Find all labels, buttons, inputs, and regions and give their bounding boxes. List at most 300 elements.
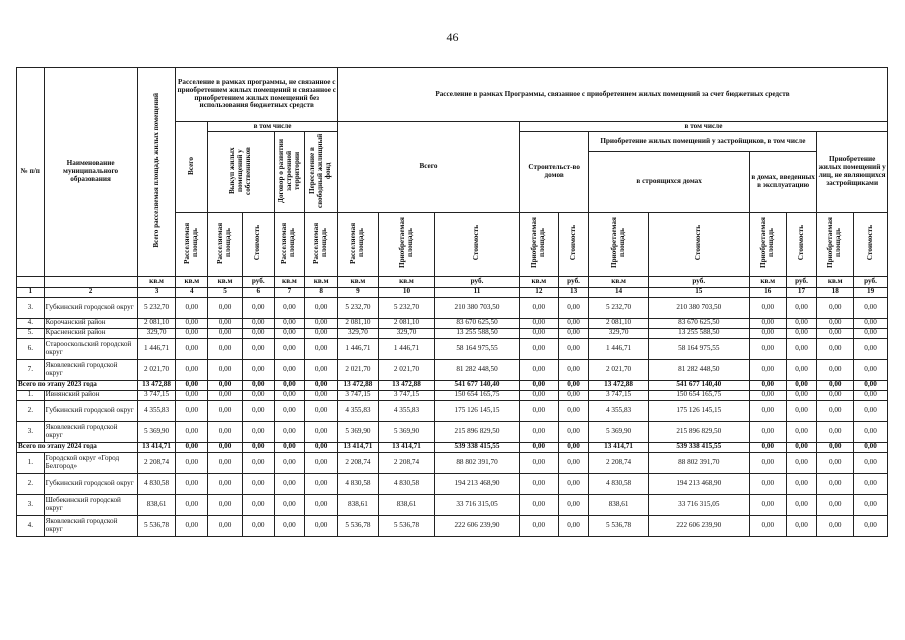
table-cell: 0,00 [176,328,208,338]
table-cell: 194 213 468,90 [435,473,520,494]
table-cell: 0,00 [274,359,305,380]
unit-cell: кв.м [137,276,176,287]
header-b-v-tom-chisle: в том числе [519,122,887,132]
table-cell: 5 232,70 [337,297,378,318]
header-b-commissioned: в домах, введенных в эксплуатацию [749,152,816,213]
table-cell: 0,00 [208,318,243,328]
table-cell: 0,00 [274,473,305,494]
municipality-name: Городской округ «Город Белгород» [44,452,137,473]
sub-header: Стоимость [786,213,817,277]
table-cell: 0,00 [305,515,338,536]
table-cell: 5 232,70 [378,297,434,318]
table-cell: 0,00 [176,297,208,318]
table-cell: 2 021,70 [589,359,648,380]
table-cell: 541 677 140,40 [648,380,749,390]
table-cell: 0,00 [305,442,338,452]
table-cell: 0,00 [854,328,888,338]
table-cell: 0,00 [519,328,558,338]
table-cell: 1. [17,452,45,473]
unit-cell: кв.м [305,276,338,287]
table-cell: 215 896 829,50 [648,421,749,442]
table-cell: 4 830,58 [378,473,434,494]
total-label: Всего по этапу 2024 года [17,442,138,452]
column-number: 17 [786,287,817,297]
municipality-name: Яковлевский городской округ [44,421,137,442]
table-cell: 0,00 [854,380,888,390]
table-cell: 2 021,70 [378,359,434,380]
municipality-name: Шебекинский городской округ [44,494,137,515]
table-cell: 2. [17,473,45,494]
table-cell: 0,00 [176,494,208,515]
table-cell: 175 126 145,15 [435,400,520,421]
table-cell: 0,00 [749,328,786,338]
table-cell: 0,00 [176,359,208,380]
header-b-not-developers: Приобретение жилых помещений у лиц, не являющихся застройщиками [817,132,888,213]
table-cell: 0,00 [519,400,558,421]
table-cell: 0,00 [519,338,558,359]
sub-header: Стоимость [558,213,589,277]
table-cell: 0,00 [176,400,208,421]
table-cell: 0,00 [749,390,786,400]
table-cell: 0,00 [208,515,243,536]
table-cell: 4 830,58 [589,473,648,494]
table-cell: 0,00 [305,359,338,380]
table-cell: 0,00 [274,494,305,515]
unit-cell: руб. [435,276,520,287]
table-cell: 329,70 [378,328,434,338]
table-cell: 0,00 [208,380,243,390]
table-cell: 81 282 448,50 [435,359,520,380]
table-cell: 215 896 829,50 [435,421,520,442]
table-cell: 0,00 [274,452,305,473]
table-row [17,318,888,328]
municipality-name: Корочанский район [44,318,137,328]
column-number: 9 [337,287,378,297]
table-cell: 0,00 [558,515,589,536]
column-number: 11 [435,287,520,297]
table-cell: 0,00 [274,400,305,421]
unit-cell: кв.м [749,276,786,287]
table-cell: 0,00 [208,359,243,380]
sub-header: Приобретаемая площадь [817,213,854,277]
sub-header: Приобретаемая площадь [519,213,558,277]
table-cell: 0,00 [749,380,786,390]
table-cell: 0,00 [519,452,558,473]
column-number: 14 [589,287,648,297]
table-cell: 0,00 [786,328,817,338]
table-cell: 0,00 [854,442,888,452]
table-cell: 0,00 [519,318,558,328]
column-number-row [17,287,888,297]
table-cell: 0,00 [305,380,338,390]
table-cell: 210 380 703,50 [435,297,520,318]
table-cell: 2 208,74 [337,452,378,473]
table-cell: 2 021,70 [137,359,176,380]
total-row [17,380,888,390]
table-cell: 0,00 [208,421,243,442]
unit-cell: кв.м [176,276,208,287]
table-cell: 0,00 [176,380,208,390]
sub-header: Стоимость [435,213,520,277]
table-cell: 0,00 [176,390,208,400]
table-cell: 2 208,74 [589,452,648,473]
table-cell: 5 232,70 [137,297,176,318]
table-cell: 5 536,78 [378,515,434,536]
table-cell: 0,00 [558,318,589,328]
table-cell: 13 472,88 [589,380,648,390]
sub-header: Стоимость [854,213,888,277]
table-cell: 210 380 703,50 [648,297,749,318]
sub-header: Приобретаемая площадь [749,213,786,277]
table-row [17,515,888,536]
sub-header: Расселяемая площадь [337,213,378,277]
total-label: Всего по этапу 2023 года [17,380,138,390]
table-cell: 0,00 [558,328,589,338]
table-cell: 4 830,58 [337,473,378,494]
table-cell: 0,00 [305,494,338,515]
unit-cell: руб. [854,276,888,287]
column-number: 12 [519,287,558,297]
table-cell: 5 536,78 [589,515,648,536]
table-cell: 150 654 165,75 [435,390,520,400]
table-cell: 0,00 [208,473,243,494]
table-cell: 4 830,58 [137,473,176,494]
table-cell: 1 446,71 [378,338,434,359]
sub-header: Расселяемая площадь [305,213,338,277]
table-cell: 194 213 468,90 [648,473,749,494]
municipality-name: Губкинский городской округ [44,297,137,318]
table-cell: 0,00 [242,297,274,318]
header-a-dogovor: Договор о развитии застроенной территории [274,132,305,213]
table-cell: 0,00 [274,515,305,536]
table-cell: 0,00 [274,338,305,359]
table-cell: 3. [17,297,45,318]
table-cell: 0,00 [519,297,558,318]
table-cell: 0,00 [786,390,817,400]
unit-cell: кв.м [378,276,434,287]
column-number: 1 [17,287,45,297]
total-row [17,442,888,452]
table-cell: 0,00 [786,515,817,536]
table-cell: 0,00 [208,442,243,452]
sub-header: Стоимость [242,213,274,277]
unit-cell: кв.м [274,276,305,287]
table-cell: 0,00 [558,390,589,400]
table-cell: 0,00 [305,400,338,421]
column-number: 8 [305,287,338,297]
table-cell: 0,00 [242,452,274,473]
column-number: 6 [242,287,274,297]
table-cell: 13 472,88 [137,380,176,390]
column-number: 7 [274,287,305,297]
table-cell: 0,00 [854,452,888,473]
table-cell: 2 081,10 [378,318,434,328]
table-cell: 0,00 [786,442,817,452]
column-number: 2 [44,287,137,297]
column-number: 18 [817,287,854,297]
table-cell: 0,00 [305,390,338,400]
unit-cell: кв.м [817,276,854,287]
table-cell: 0,00 [817,390,854,400]
table-cell: 0,00 [817,515,854,536]
table-cell: 0,00 [305,473,338,494]
table-cell: 5 232,70 [589,297,648,318]
table-cell: 541 677 140,40 [435,380,520,390]
table-cell: 539 338 415,55 [435,442,520,452]
table-cell: 3 747,15 [378,390,434,400]
table-cell: 0,00 [817,400,854,421]
table-cell: 0,00 [208,328,243,338]
table-cell: 0,00 [176,318,208,328]
table-row [17,494,888,515]
table-cell: 329,70 [337,328,378,338]
table-cell: 175 126 145,15 [648,400,749,421]
column-number: 13 [558,287,589,297]
table-cell: 0,00 [817,421,854,442]
table-cell: 83 670 625,50 [648,318,749,328]
table-cell: 1. [17,390,45,400]
table-cell: 7. [17,359,45,380]
table-cell: 4 355,83 [137,400,176,421]
table-cell: 0,00 [519,515,558,536]
table-cell: 0,00 [749,400,786,421]
table-cell: 0,00 [817,359,854,380]
table-cell: 0,00 [519,494,558,515]
table-cell: 0,00 [242,442,274,452]
table-cell: 0,00 [274,297,305,318]
table-cell: 5 536,78 [137,515,176,536]
table-cell: 0,00 [242,494,274,515]
table-cell: 1 446,71 [337,338,378,359]
table-cell: 0,00 [854,400,888,421]
column-number: 3 [137,287,176,297]
table-cell: 2 081,10 [337,318,378,328]
column-number: 10 [378,287,434,297]
table-cell: 0,00 [749,494,786,515]
table-cell: 0,00 [558,297,589,318]
table-cell: 0,00 [854,318,888,328]
table-cell: 4 355,83 [378,400,434,421]
table-cell: 81 282 448,50 [648,359,749,380]
table-cell: 0,00 [854,297,888,318]
column-number: 19 [854,287,888,297]
table-cell: 1 446,71 [137,338,176,359]
table-cell: 150 654 165,75 [648,390,749,400]
table-cell: 838,61 [378,494,434,515]
header-group-b: Расселение в рамках Программы, связанное с приобретением жилых помещений за счет бюджетных средств [337,68,887,122]
table-cell: 0,00 [208,390,243,400]
sub-header: Приобретаемая площадь [589,213,648,277]
table-cell: 222 606 239,90 [435,515,520,536]
table-cell: 0,00 [749,421,786,442]
unit-cell: руб. [242,276,274,287]
table-cell: 3 747,15 [589,390,648,400]
table-row [17,390,888,400]
table-cell: 0,00 [854,473,888,494]
table-cell: 0,00 [817,452,854,473]
table-cell: 0,00 [749,359,786,380]
table-cell: 0,00 [786,380,817,390]
header-group-a: Расселение в рамках программы, не связанное с приобретением жилых помещений и связанное с приобретением жилых помещений без использования бюджетных средств [176,68,338,122]
table-cell: 0,00 [305,297,338,318]
table-cell: 0,00 [786,473,817,494]
page-number: 46 [446,30,459,44]
units-row [17,276,888,287]
table-cell: 33 716 315,05 [648,494,749,515]
table-cell: 0,00 [176,338,208,359]
table-cell: 0,00 [749,297,786,318]
table-cell: 0,00 [519,421,558,442]
table-cell: 3. [17,494,45,515]
table-cell: 6. [17,338,45,359]
table-cell: 13 472,88 [337,380,378,390]
table-cell: 0,00 [274,421,305,442]
sub-header: Расселяемая площадь [208,213,243,277]
table-cell: 2 021,70 [337,359,378,380]
table-cell: 5. [17,328,45,338]
table-cell: 0,00 [208,297,243,318]
table-cell: 0,00 [786,338,817,359]
table-cell: 0,00 [176,515,208,536]
table-cell: 0,00 [558,421,589,442]
table-cell: 0,00 [242,359,274,380]
table-cell: 5 369,90 [378,421,434,442]
table-cell: 0,00 [176,421,208,442]
table-cell: 0,00 [817,442,854,452]
table-cell: 0,00 [305,338,338,359]
table-cell: 0,00 [242,421,274,442]
header-num: № п/п [17,68,45,277]
table-cell: 0,00 [854,494,888,515]
table-cell: 0,00 [786,494,817,515]
table-cell: 0,00 [558,380,589,390]
resettlement-table [16,67,888,537]
table-cell: 0,00 [274,380,305,390]
table-cell: 88 802 391,70 [648,452,749,473]
table-cell: 0,00 [786,452,817,473]
table-cell: 0,00 [558,442,589,452]
header-a-vsego: Всего [176,122,208,213]
table-cell: 0,00 [817,338,854,359]
municipality-name: Яковлевский городской округ [44,359,137,380]
table-cell: 329,70 [589,328,648,338]
table-cell: 0,00 [749,318,786,328]
table-cell: 13 414,71 [137,442,176,452]
table-cell: 329,70 [137,328,176,338]
table-cell: 0,00 [817,328,854,338]
table-cell: 0,00 [519,390,558,400]
unit-cell: кв.м [519,276,558,287]
table-row [17,297,888,318]
column-number: 4 [176,287,208,297]
table-cell: 0,00 [274,318,305,328]
table-cell: 13 414,71 [337,442,378,452]
table-cell: 0,00 [519,442,558,452]
header-a-buyout: Выкуп жилых помещений у собственников [208,132,274,213]
unit-cell: кв.м [208,276,243,287]
table-cell: 0,00 [242,515,274,536]
table-cell: 0,00 [176,473,208,494]
table-cell: 4 355,83 [589,400,648,421]
table-cell: 0,00 [786,297,817,318]
table-cell: 0,00 [176,452,208,473]
table-row [17,359,888,380]
table-cell: 838,61 [589,494,648,515]
table-cell: 1 446,71 [589,338,648,359]
table-cell: 0,00 [854,390,888,400]
table-cell: 0,00 [208,494,243,515]
header-b-construction: Строительст-во домов [519,132,589,213]
table-cell: 0,00 [558,400,589,421]
table-cell: 0,00 [242,380,274,390]
sub-header: Приобретаемая площадь [378,213,434,277]
unit-cell: руб. [558,276,589,287]
table-cell: 33 716 315,05 [435,494,520,515]
table-cell: 0,00 [242,338,274,359]
table-row [17,421,888,442]
header-name: Наименование муниципального образования [44,68,137,277]
table-cell: 0,00 [242,318,274,328]
table-cell: 3. [17,421,45,442]
table-cell: 0,00 [274,390,305,400]
table-cell: 838,61 [337,494,378,515]
table-cell: 4 355,83 [337,400,378,421]
table-cell: 5 536,78 [337,515,378,536]
table-cell: 3 747,15 [137,390,176,400]
table-cell: 0,00 [749,452,786,473]
table-cell: 539 338 415,55 [648,442,749,452]
table-cell: 4. [17,515,45,536]
table-cell: 0,00 [786,318,817,328]
unit-cell: кв.м [337,276,378,287]
table-cell: 2. [17,400,45,421]
table-cell: 5 369,90 [589,421,648,442]
table-cell: 58 164 975,55 [435,338,520,359]
table-cell: 0,00 [749,473,786,494]
table-cell: 0,00 [242,473,274,494]
table-cell: 0,00 [854,515,888,536]
table-cell: 0,00 [558,494,589,515]
table-cell: 83 670 625,50 [435,318,520,328]
header-total-area: Всего расселяемая площадь жилых помещений [137,68,176,277]
table-body [17,297,888,536]
municipality-name: Ивнянский район [44,390,137,400]
table-cell: 0,00 [305,452,338,473]
unit-cell: руб. [648,276,749,287]
units-blank [44,276,137,287]
table-cell: 13 414,71 [378,442,434,452]
table-cell: 0,00 [176,442,208,452]
table-cell: 0,00 [854,338,888,359]
table-row [17,328,888,338]
table-cell: 0,00 [208,338,243,359]
table-cell: 0,00 [749,442,786,452]
table-cell: 0,00 [817,380,854,390]
table-cell: 0,00 [749,515,786,536]
table-cell: 0,00 [786,421,817,442]
municipality-name: Старооскольский городской округ [44,338,137,359]
table-cell: 0,00 [817,473,854,494]
table-cell: 58 164 975,55 [648,338,749,359]
table-cell: 13 255 588,50 [648,328,749,338]
table-cell: 0,00 [817,297,854,318]
header-a-free-fund: Переселение в свободный жилищный фонд [305,132,338,213]
unit-cell: руб. [786,276,817,287]
table-cell: 0,00 [749,338,786,359]
table-cell: 0,00 [558,473,589,494]
table-cell: 0,00 [558,338,589,359]
table-cell: 0,00 [242,400,274,421]
